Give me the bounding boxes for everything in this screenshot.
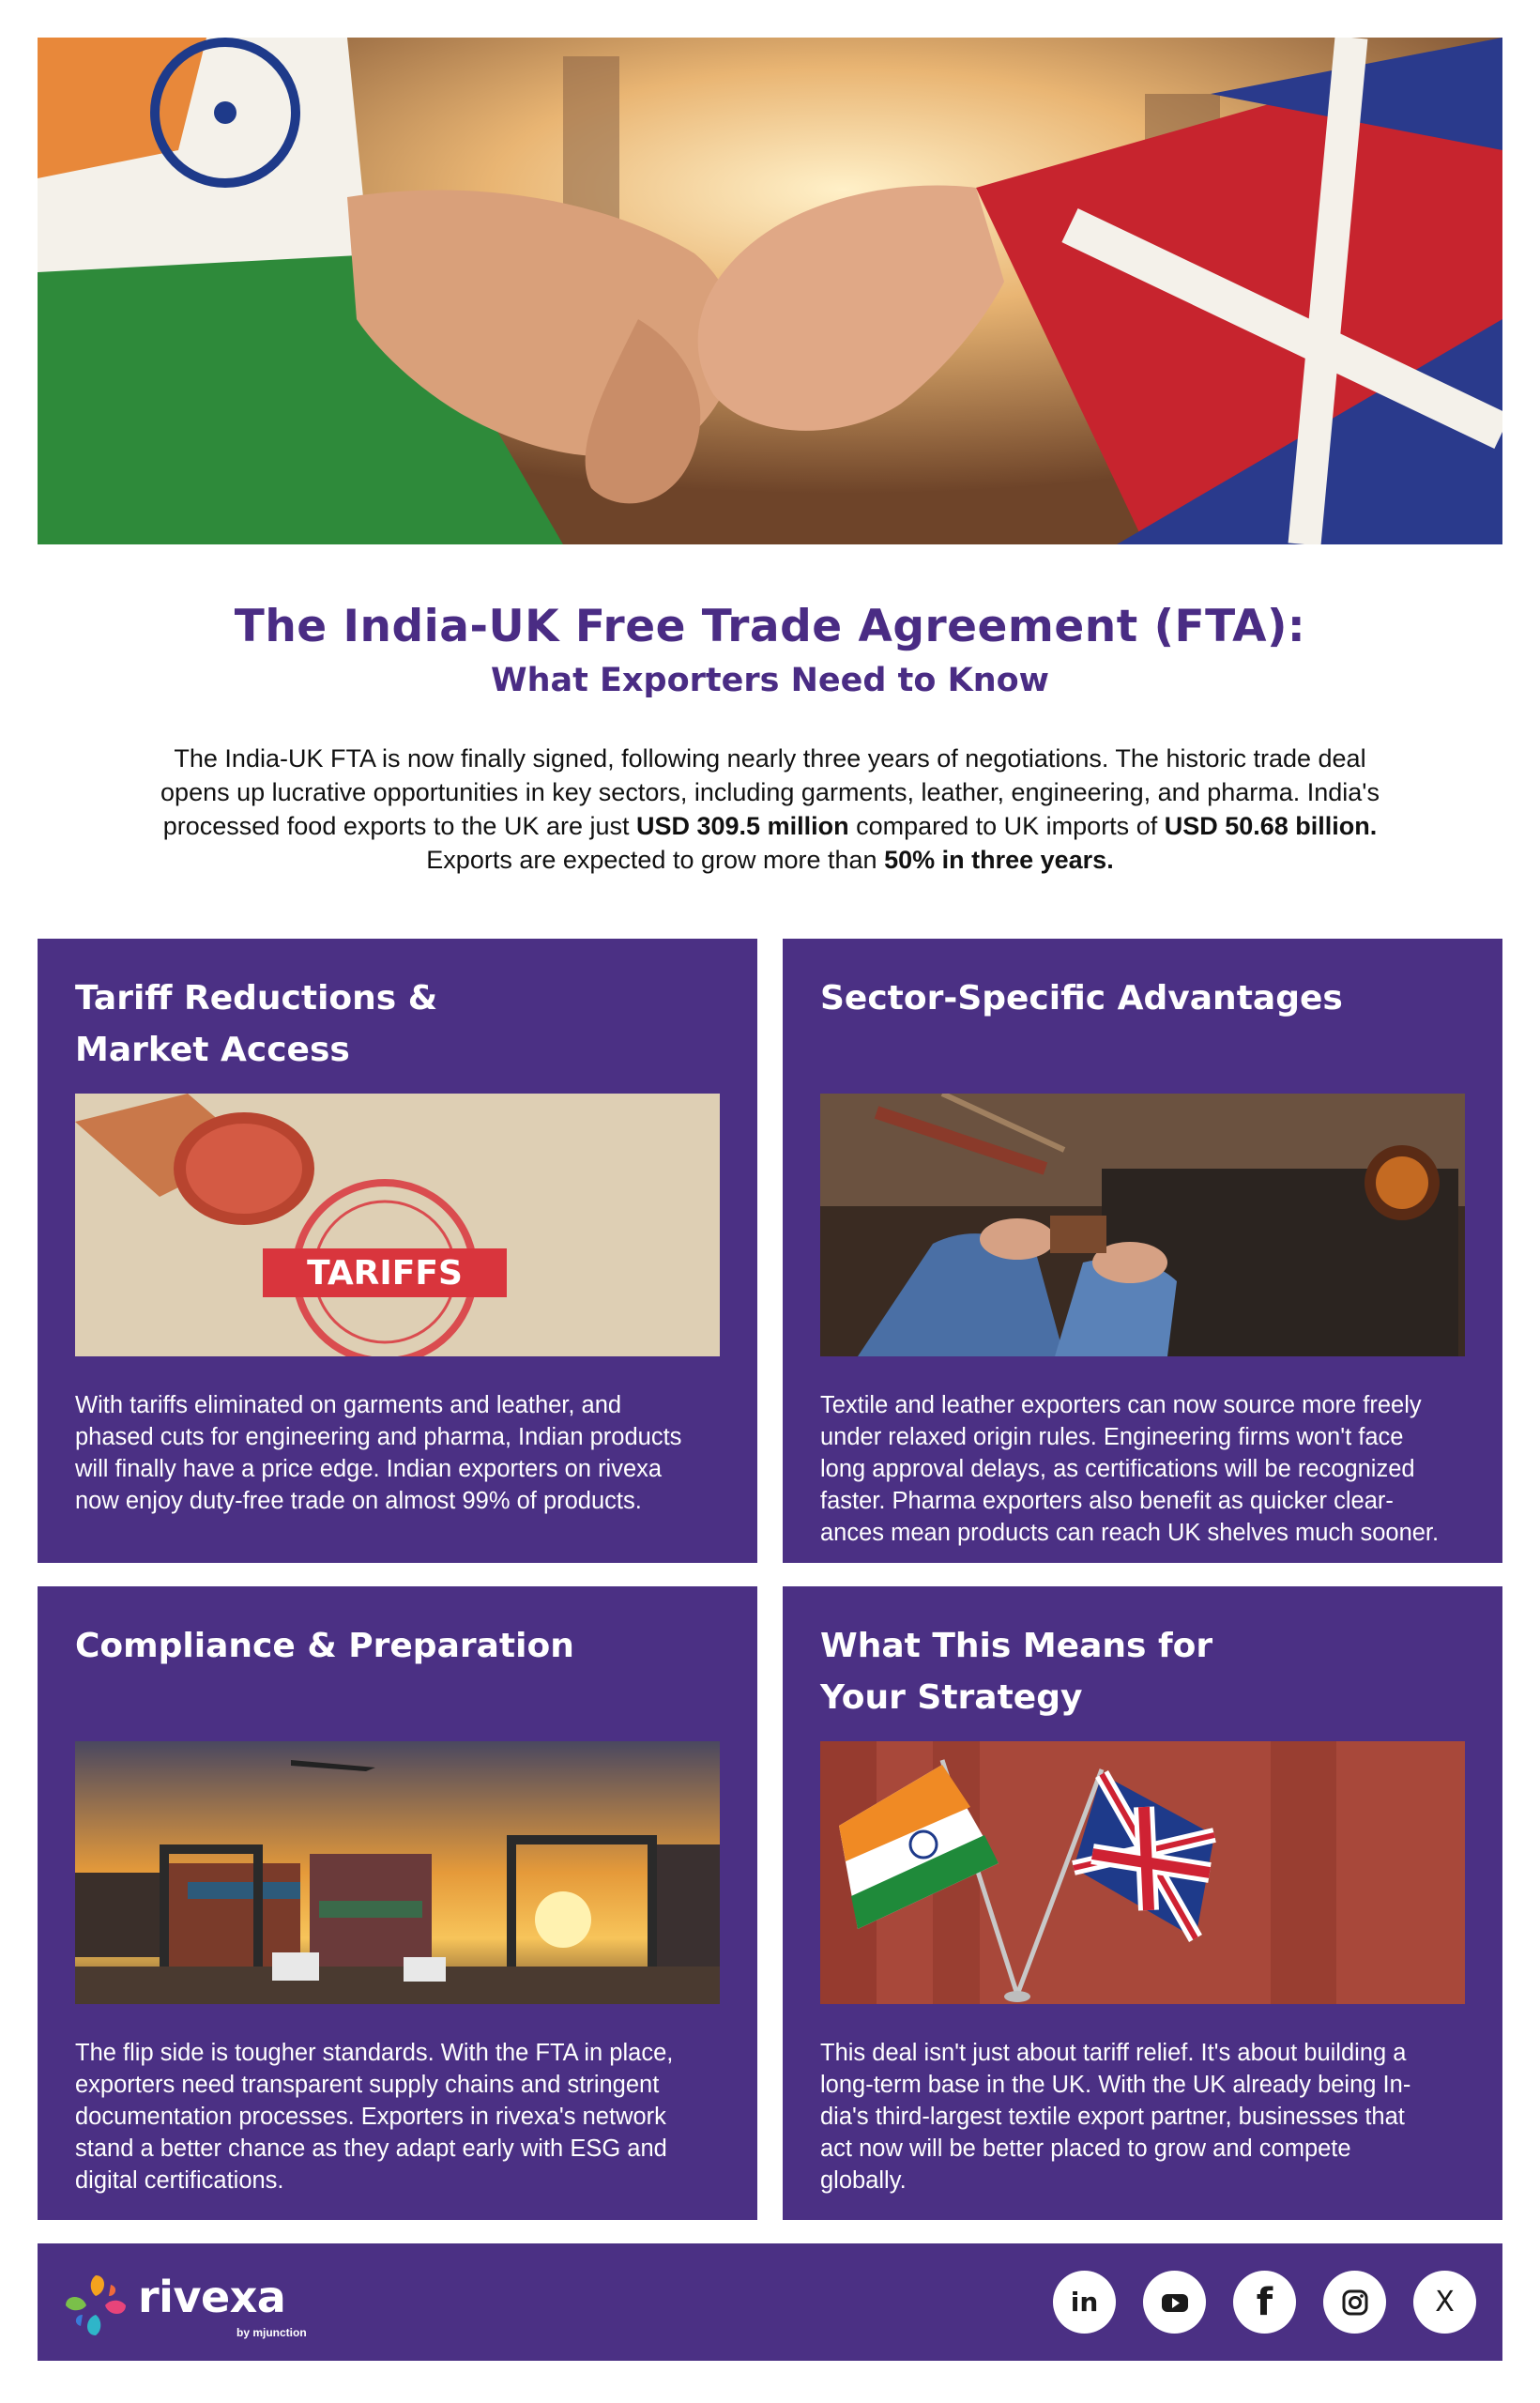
intro-paragraph xyxy=(94,742,1446,877)
card-title: Compliance & Preparation xyxy=(75,1627,574,1665)
card-title: Tariff Reductions & Market Access xyxy=(75,979,438,1069)
card-compliance-preparation xyxy=(38,1586,757,2220)
intro-line: processed food exports to the UK are just USD 309.5 million compared to UK imports of USD 50.68 billion. xyxy=(162,812,1378,840)
intro-line: Exports are expected to grow more than 50% in three years. xyxy=(426,846,1114,874)
instagram-icon[interactable] xyxy=(1323,2271,1386,2334)
facebook-icon[interactable]: f xyxy=(1233,2271,1296,2334)
card-sector-advantages xyxy=(783,939,1502,1563)
handshake-illustration xyxy=(38,38,1502,544)
x-icon[interactable]: X xyxy=(1413,2271,1476,2334)
linkedin-icon[interactable]: in xyxy=(1053,2271,1116,2334)
highlight-food-exports: USD 309.5 million xyxy=(636,812,849,840)
card-body: The flip side is tougher standards. With the FTA in place, exporters need transparent supply chains and stringent documentation processes. Exporters in rivexa's network stand a better chance as they adapt early with ESG and digital certifications. xyxy=(75,2040,674,2194)
intro-line: opens up lucrative opportunities in key sectors, including garments, leather, engineering, and pharma. India's xyxy=(160,778,1380,806)
brand-name: rivexa xyxy=(138,2272,286,2322)
card-body: Textile and leather exporters can now source more freely under relaxed origin rules. Engineering firms won't face long approval delays, as certifications will be recognized faster. Pharma exporters also benefit as quicker clear- ances mean products can reach UK shelves much sooner. xyxy=(820,1392,1440,1546)
card-tariff-reductions xyxy=(38,939,757,1563)
crossed-flags-image xyxy=(820,1741,1465,2004)
hero-image-handshake xyxy=(38,38,1502,544)
social-links xyxy=(1053,2271,1476,2334)
title-block xyxy=(38,601,1502,699)
card-title: Sector-Specific Advantages xyxy=(820,979,1343,1018)
rivexa-logo-mark-icon xyxy=(58,2268,133,2343)
card-body: With tariffs eliminated on garments and leather, and phased cuts for engineering and pharma, Indian products will finally have a price edge. Indian exporters on rivexa now enjoy duty-free trade on almost 99% of products. xyxy=(75,1392,682,1514)
card-body: This deal isn't just about tariff relief. It's about building a long-term base in the UK. With the UK already being In- dia's third-largest textile export partner, businesses that act now will be better placed to grow and compete globally. xyxy=(820,2040,1411,2194)
leather-craft-image xyxy=(820,1094,1465,1356)
highlight-growth: 50% in three years. xyxy=(884,846,1114,874)
brand-subtitle: by mjunction xyxy=(236,2326,307,2339)
rivexa-logo[interactable] xyxy=(58,2264,340,2344)
youtube-icon[interactable] xyxy=(1143,2271,1206,2334)
tariffs-stamp-image xyxy=(75,1094,720,1356)
page-title: The India-UK Free Trade Agreement (FTA): xyxy=(234,601,1306,652)
highlight-uk-imports: USD 50.68 billion. xyxy=(1164,812,1378,840)
stamp-text: TARIFFS xyxy=(307,1254,463,1293)
card-strategy xyxy=(783,1586,1502,2220)
footer-bar xyxy=(38,2243,1502,2361)
intro-line: The India-UK FTA is now finally signed, following nearly three years of negotiations. The historic trade deal xyxy=(174,744,1366,773)
card-title: What This Means for Your Strategy xyxy=(820,1627,1213,1717)
container-port-image xyxy=(75,1741,720,2004)
page-subtitle: What Exporters Need to Know xyxy=(490,662,1050,699)
